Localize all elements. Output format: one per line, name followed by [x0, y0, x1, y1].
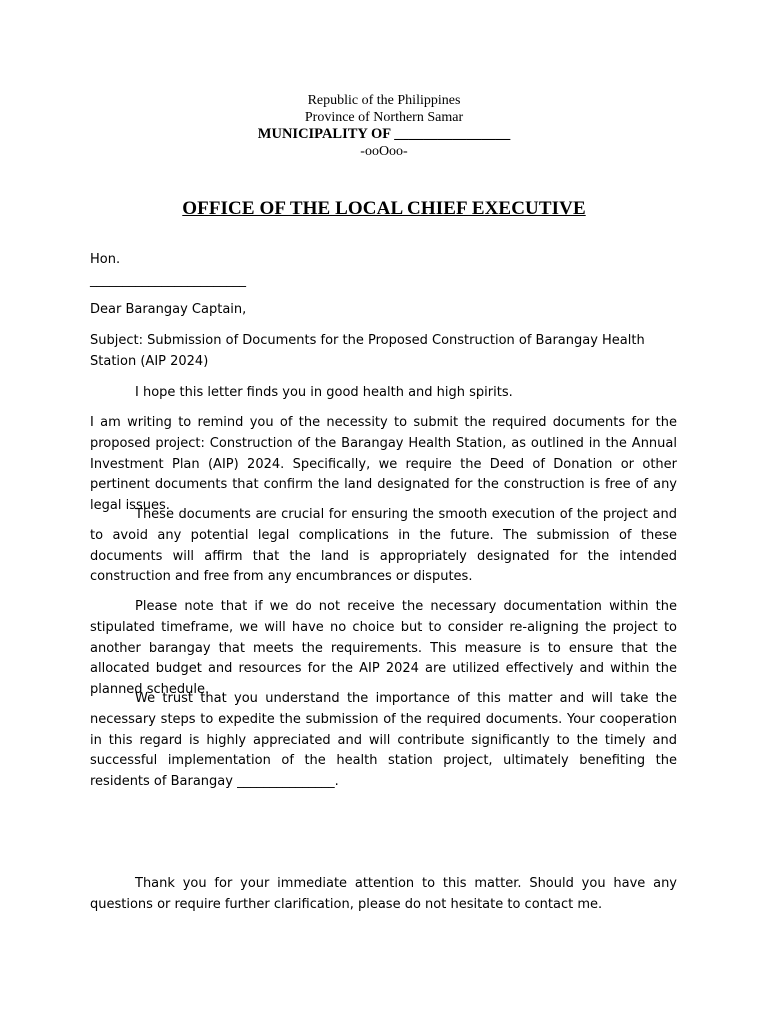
recipient-honorific: Hon.: [90, 252, 121, 267]
letterhead-province: Province of Northern Samar: [304, 110, 464, 125]
closing-paragraph: Thank you for your immediate attention to this matter. Should you have any questions or require further clarification, please do not hesitate to contact me.: [90, 876, 677, 912]
salutation: Dear Barangay Captain,: [90, 302, 247, 317]
paragraph-3: Please note that if we do not receive the necessary documentation within the stipulated timeframe, we will have no choice but to consider re-aligning the project to another barangay that meets the requirements. This measure is to ensure that the allocated budget and resources for the AIP 2024 are utilized effectively and within the planned schedule.: [90, 599, 677, 698]
letterhead-separator: -ooOoo-: [360, 144, 408, 159]
letterhead: [0, 92, 768, 160]
opening-line: I hope this letter finds you in good health and high spirits.: [135, 385, 513, 400]
letterhead-municipality: MUNICIPALITY OF ________________: [257, 126, 511, 142]
subject-line: Subject: Submission of Documents for the Proposed Construction of Barangay Health Station (AIP 2024): [90, 333, 645, 369]
paragraph-1: I am writing to remind you of the necessity to submit the required documents for the proposed project: Construction of the Barangay Health Station, as outlined in the Annual Investment Plan (AIP) 2024. Specifically, we require the Deed of Donation or other pertinent documents that confirm the land designated for the construction is free of any legal issues.: [90, 415, 677, 514]
office-title: OFFICE OF THE LOCAL CHIEF EXECUTIVE: [182, 198, 586, 219]
letterhead-country: Republic of the Philippines: [307, 93, 461, 108]
recipient-name-blank: ________________________: [90, 273, 246, 288]
paragraph-2: These documents are crucial for ensuring the smooth execution of the project and to avoid any potential legal complications in the future. The submission of these documents will affirm that the land is appropriately designated for the intended construction and free from any encumbrances or disputes.: [90, 507, 677, 585]
paragraph-4: We trust that you understand the importance of this matter and will take the necessary steps to expedite the submission of the required documents. Your cooperation in this regard is highly appreciated and will contribute significantly to the timely and successful implementation of the health station project, ultimately benefiting the residents of Barangay _______________.: [90, 691, 677, 790]
